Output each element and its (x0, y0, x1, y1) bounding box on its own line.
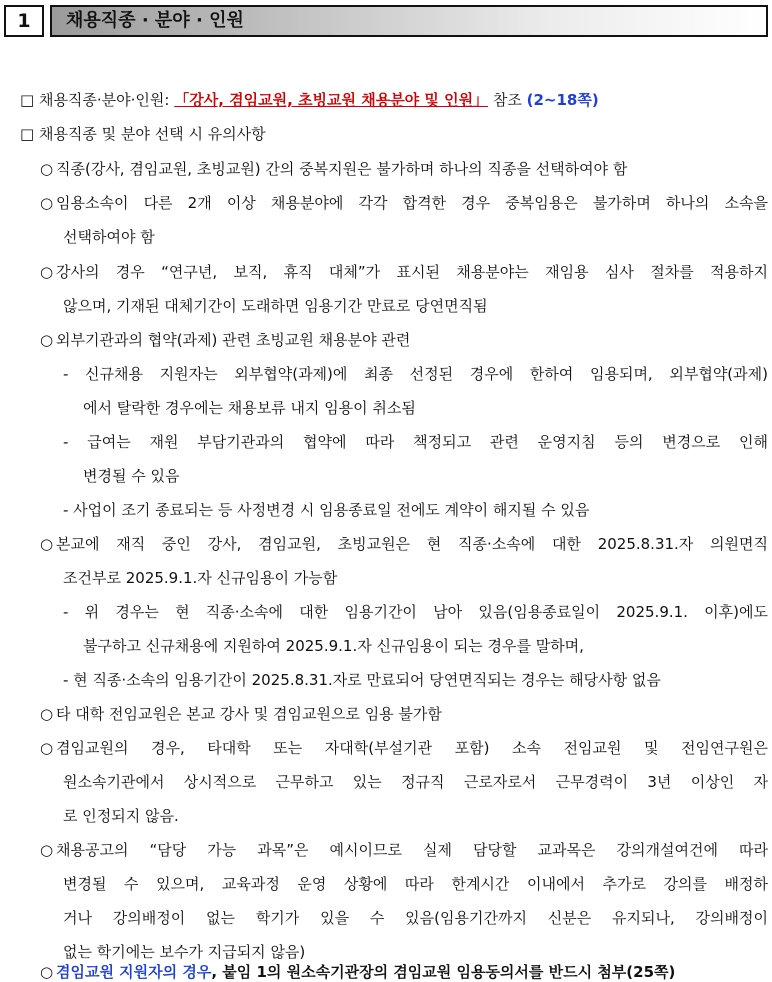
dash-item-3: - 사업이 조기 종료되는 등 사정변경 시 임용종료일 전에도 계약이 해지될 수 있음 (63, 501, 590, 519)
dash-item-1: - 신규채용 지원자는 외부협약(과제)에 최종 선정된 경우에 한하여 임용되며, 외부협약(과제) (63, 365, 768, 383)
bullet-circle-icon: ○ (40, 535, 54, 553)
recruit-fields-prefix: 채용직종·분야·인원: (34, 91, 175, 109)
adjunct-applicant-label: 겸임교원 지원자의 경우 (56, 963, 212, 981)
section-title: 채용직종 · 분야 · 인원 (50, 5, 768, 37)
recruit-fields-mid: 참조 (488, 91, 527, 109)
bullet-text: 채용공고의 “담당 가능 과목”은 예시이므로 실제 담당할 교과목은 강의개설여건에 따라 (56, 841, 768, 859)
bullet-item-3-cont: 않으며, 기재된 대체기간이 도래하면 임용기간 만료로 당연면직됨 (63, 297, 488, 315)
consent-form-notice: , 붙임 1의 원소속기관장의 겸임교원 임용동의서를 반드시 첨부(25쪽) (211, 963, 676, 981)
recruit-fields-pages: (2~18쪽) (526, 91, 599, 109)
bullet-text: 임용소속이 다른 2개 이상 채용분야에 각각 합격한 경우 중복임용은 불가하며 하나의 소속을 (56, 194, 768, 212)
section-header (4, 5, 768, 39)
bullet-item-7 (40, 738, 768, 758)
bullet-text: 직종(강사, 겸임교원, 초빙교원) 간의 중복지원은 불가하며 하나의 직종을 선택하여야 함 (56, 160, 628, 178)
bullet-item-4 (40, 330, 772, 350)
bullet-item-5-cont: 조건부로 2025.9.1.자 신규임용이 가능함 (63, 569, 338, 587)
bullet-circle-icon: ○ (40, 705, 54, 723)
dash-item-2-cont: 변경될 수 있음 (83, 467, 180, 485)
recruit-fields-reference: 「강사, 겸임교원, 초빙교원 채용분야 및 인원」 (174, 91, 489, 109)
selection-notes-text: 채용직종 및 분야 선택 시 유의사항 (34, 125, 266, 143)
bullet-text: 외부기관과의 협약(과제) 관련 초빙교원 채용분야 관련 (56, 331, 411, 349)
bullet-circle-icon: ○ (40, 263, 54, 281)
recruit-fields-line (20, 90, 772, 110)
dash-item-1-cont: 에서 탈락한 경우에는 채용보류 내지 임용이 취소됨 (83, 399, 416, 417)
bullet-item-1 (40, 159, 772, 179)
dash-item-4-cont: 불구하고 신규채용에 지원하여 2025.9.1.자 신규임용이 되는 경우를 말하며, (83, 637, 584, 655)
bullet-circle-icon: ○ (40, 963, 54, 981)
selection-notes-heading (20, 124, 772, 144)
bullet-item-8-cont-2: 거나 강의배정이 없는 학기가 있을 수 있음(임용기간까지 신분은 유지되나, 강의배정이 (63, 909, 768, 927)
bullet-text: 겸임교원의 경우, 타대학 또는 자대학(부설기관 포함) 소속 전임교원 및 전임연구원은 (56, 739, 768, 757)
bullet-item-8-cont-3: 없는 학기에는 보수가 지급되지 않음) (63, 943, 306, 961)
bullet-item-2 (40, 193, 768, 213)
dash-item-4: - 위 경우는 현 직종·소속에 대한 임용기간이 남아 있음(임용종료일이 2025.9.1. 이후)에도 (63, 603, 768, 621)
checkbox-square-icon: □ (20, 91, 35, 109)
bullet-circle-icon: ○ (40, 160, 54, 178)
bullet-item-2-cont: 선택하여야 함 (63, 228, 155, 246)
section-number: 1 (4, 5, 44, 37)
bullet-item-7-cont-1: 원소속기관에서 상시적으로 근무하고 있는 정규직 근로자로서 근무경력이 3년 이상인 자 (63, 773, 768, 791)
bullet-item-3 (40, 262, 768, 282)
dash-item-2: - 급여는 재원 부담기관과의 협약에 따라 책정되고 관련 운영지침 등의 변경으로 인해 (63, 433, 768, 451)
dash-item-5: - 현 직종·소속의 임용기간이 2025.8.31.자로 만료되어 당연면직되는 경우는 해당사항 없음 (63, 671, 661, 689)
bullet-item-6 (40, 704, 772, 724)
bullet-item-5 (40, 534, 768, 554)
bullet-item-9 (40, 962, 772, 982)
bullet-item-8-cont-1: 변경될 수 있으며, 교육과정 운영 상황에 따라 한계시간 이내에서 추가로 강의를 배정하 (63, 875, 768, 893)
bullet-circle-icon: ○ (40, 739, 54, 757)
bullet-circle-icon: ○ (40, 331, 54, 349)
bullet-circle-icon: ○ (40, 194, 54, 212)
bullet-item-8 (40, 840, 768, 860)
bullet-circle-icon: ○ (40, 841, 54, 859)
checkbox-square-icon: □ (20, 125, 35, 143)
bullet-text: 강사의 경우 “연구년, 보직, 휴직 대체”가 표시된 채용분야는 재임용 심사 절차를 적용하지 (56, 263, 768, 281)
bullet-text: 타 대학 전임교원은 본교 강사 및 겸임교원으로 임용 불가함 (56, 705, 442, 723)
bullet-item-7-cont-2: 로 인정되지 않음. (63, 807, 179, 825)
bullet-text: 본교에 재직 중인 강사, 겸임교원, 초빙교원은 현 직종·소속에 대한 2025.8.31.자 의원면직 (56, 535, 768, 553)
